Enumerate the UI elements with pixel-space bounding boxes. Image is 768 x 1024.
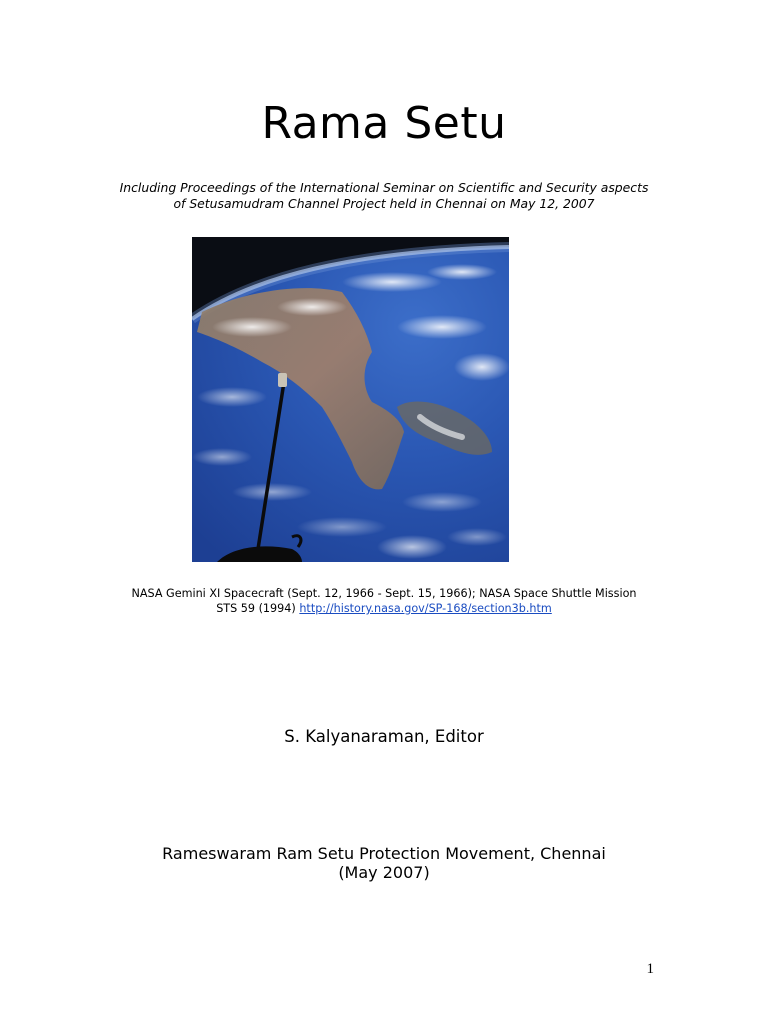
publication-date: (May 2007) xyxy=(338,863,430,882)
nasa-history-link[interactable]: http://history.nasa.gov/SP-168/section3b.htm xyxy=(299,602,552,615)
publisher-name: Rameswaram Ram Setu Protection Movement, Chennai xyxy=(162,844,606,863)
subtitle xyxy=(60,180,708,212)
image-caption xyxy=(40,586,728,616)
page-number: 1 xyxy=(646,961,654,977)
page-title: Rama Setu xyxy=(261,98,507,149)
caption-line-2 xyxy=(40,601,728,616)
publisher-block xyxy=(0,844,768,882)
caption-line-2-text: STS 59 (1994) xyxy=(216,602,300,615)
subtitle-line-1: Including Proceedings of the International Seminar on Scientific and Security aspects xyxy=(119,180,649,195)
subtitle-line-2: of Setusamudram Channel Project held in Chennai on May 12, 2007 xyxy=(173,196,595,211)
caption-line-1: NASA Gemini XI Spacecraft (Sept. 12, 1966 - Sept. 15, 1966); NASA Space Shuttle Mission xyxy=(131,587,637,600)
editor-credit: S. Kalyanaraman, Editor xyxy=(284,727,484,746)
earth-from-space-photo xyxy=(192,237,509,562)
